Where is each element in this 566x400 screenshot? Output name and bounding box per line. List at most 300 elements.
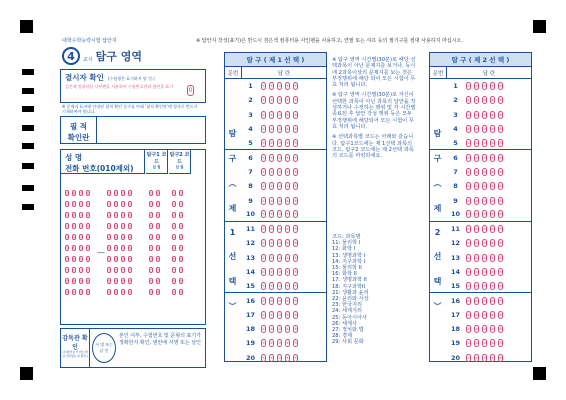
digit-bubble[interactable]: 5 <box>150 246 152 250</box>
digit-bubble[interactable]: 1 <box>108 202 110 206</box>
digit-bubble[interactable]: 2 <box>73 213 75 217</box>
answer-bubble[interactable]: ④ <box>285 227 290 232</box>
answer-bubble[interactable]: ⑤ <box>293 312 298 317</box>
answer-bubble[interactable]: ① <box>261 270 266 274</box>
answer-bubble[interactable]: ① <box>261 140 266 145</box>
answer-bubble[interactable]: ③ <box>277 341 282 346</box>
answer-bubble[interactable]: ④ <box>285 169 290 174</box>
answer-bubble[interactable]: ③ <box>277 312 282 317</box>
answer-bubble[interactable]: ③ <box>482 241 487 246</box>
answer-bubble[interactable]: ② <box>269 270 274 274</box>
answer-bubble[interactable]: ② <box>474 241 479 246</box>
answer-bubble[interactable]: ② <box>474 355 479 360</box>
digit-bubble[interactable]: 1 <box>157 202 159 206</box>
answer-bubble[interactable]: ④ <box>490 169 495 174</box>
digit-bubble[interactable]: 0 <box>66 191 68 195</box>
digit-bubble[interactable]: 7 <box>115 268 117 272</box>
answer-bubble[interactable]: ⑤ <box>498 341 503 346</box>
answer-bubble[interactable]: ① <box>261 341 266 346</box>
answer-bubble[interactable]: ⑤ <box>498 155 503 160</box>
answer-bubble[interactable]: ④ <box>490 127 495 132</box>
answer-bubble[interactable]: ④ <box>285 84 290 89</box>
digit-bubble[interactable]: 6 <box>150 257 152 261</box>
answer-bubble[interactable]: ② <box>269 227 274 232</box>
answer-bubble[interactable]: ⑤ <box>498 84 503 89</box>
answer-bubble[interactable]: ② <box>269 355 274 360</box>
answer-bubble[interactable]: ① <box>466 227 471 232</box>
answer-bubble[interactable]: ② <box>269 140 274 145</box>
digit-bubble[interactable]: 9 <box>80 290 82 294</box>
answer-bubble[interactable]: ③ <box>277 298 282 303</box>
answer-bubble[interactable]: ⑤ <box>498 255 503 260</box>
answer-bubble[interactable]: ① <box>466 327 471 332</box>
answer-bubble[interactable]: ② <box>474 198 479 203</box>
answer-bubble[interactable]: ③ <box>482 127 487 132</box>
digit-bubble[interactable]: 0 <box>87 191 89 195</box>
digit-bubble[interactable]: 8 <box>150 279 152 283</box>
answer-bubble[interactable]: ① <box>261 98 266 103</box>
digit-bubble[interactable]: 9 <box>87 290 89 294</box>
answer-bubble[interactable]: ③ <box>482 112 487 117</box>
answer-bubble[interactable]: ① <box>466 241 471 246</box>
answer-bubble[interactable]: ③ <box>277 112 282 117</box>
answer-bubble[interactable]: ⑤ <box>293 227 298 232</box>
digit-bubble[interactable]: 3 <box>150 224 152 228</box>
digit-bubble[interactable]: 0 <box>73 191 75 195</box>
answer-bubble[interactable]: ① <box>466 84 471 89</box>
answer-bubble[interactable]: ⑤ <box>293 298 298 303</box>
answer-bubble[interactable]: ② <box>474 127 479 132</box>
answer-bubble[interactable]: ② <box>269 341 274 346</box>
answer-bubble[interactable]: ⑤ <box>293 140 298 145</box>
digit-bubble[interactable]: 4 <box>66 235 68 239</box>
answer-bubble[interactable]: ④ <box>285 127 290 132</box>
digit-bubble[interactable]: 9 <box>66 290 68 294</box>
answer-bubble[interactable]: ② <box>474 155 479 160</box>
digit-bubble[interactable]: 1 <box>80 202 82 206</box>
answer-bubble[interactable]: ④ <box>285 112 290 117</box>
answer-bubble[interactable]: ① <box>261 255 266 260</box>
digit-bubble[interactable]: 9 <box>150 290 152 294</box>
answer-bubble[interactable]: ③ <box>277 227 282 232</box>
digit-bubble[interactable]: 8 <box>122 279 124 283</box>
digit-bubble[interactable]: 9 <box>122 290 124 294</box>
answer-bubble[interactable]: ③ <box>482 84 487 89</box>
answer-bubble[interactable]: ① <box>261 84 266 89</box>
answer-bubble[interactable]: ④ <box>285 298 290 303</box>
digit-bubble[interactable]: 2 <box>87 213 89 217</box>
answer-bubble[interactable]: ⑤ <box>293 84 298 89</box>
answer-bubble[interactable]: ③ <box>482 312 487 317</box>
answer-bubble[interactable]: ④ <box>490 255 495 260</box>
answer-bubble[interactable]: ⑤ <box>498 241 503 246</box>
answer-bubble[interactable]: ③ <box>482 227 487 232</box>
answer-bubble[interactable]: ② <box>474 227 479 232</box>
answer-bubble[interactable]: ① <box>261 198 266 203</box>
answer-bubble[interactable]: ① <box>261 184 266 189</box>
answer-bubble[interactable]: ① <box>261 241 266 246</box>
answer-bubble[interactable]: ① <box>466 198 471 203</box>
digit-bubble[interactable]: 4 <box>150 235 152 239</box>
answer-bubble[interactable]: ② <box>474 283 479 288</box>
answer-bubble[interactable]: ① <box>466 270 471 274</box>
digit-bubble[interactable]: 3 <box>157 224 159 228</box>
answer-bubble[interactable]: ② <box>269 283 274 288</box>
answer-bubble[interactable]: ① <box>261 298 266 303</box>
answer-bubble[interactable]: ③ <box>482 212 487 217</box>
answer-bubble[interactable]: ① <box>261 212 266 217</box>
answer-bubble[interactable]: ② <box>474 140 479 145</box>
answer-bubble[interactable]: ③ <box>277 140 282 145</box>
digit-bubble[interactable]: 3 <box>108 224 110 228</box>
answer-bubble[interactable]: ④ <box>285 355 290 360</box>
answer-bubble[interactable]: ⑤ <box>498 327 503 332</box>
answer-bubble[interactable]: ③ <box>482 198 487 203</box>
answer-bubble[interactable]: ② <box>474 255 479 260</box>
answer-bubble[interactable]: ④ <box>285 140 290 145</box>
digit-bubble[interactable]: 1 <box>87 202 89 206</box>
answer-bubble[interactable]: ① <box>466 155 471 160</box>
digit-bubble[interactable]: 2 <box>129 213 131 217</box>
answer-bubble[interactable]: ① <box>466 312 471 317</box>
digit-bubble[interactable]: 7 <box>108 268 110 272</box>
digit-bubble[interactable]: 2 <box>173 213 175 217</box>
answer-bubble[interactable]: ③ <box>482 98 487 103</box>
answer-bubble[interactable]: ⑤ <box>498 184 503 189</box>
answer-bubble[interactable]: ③ <box>277 84 282 89</box>
answer-bubble[interactable]: ① <box>261 355 266 360</box>
answer-bubble[interactable]: ③ <box>482 255 487 260</box>
answer-bubble[interactable]: ② <box>474 270 479 274</box>
digit-bubble[interactable]: 2 <box>122 213 124 217</box>
digit-bubble[interactable]: 6 <box>180 257 182 261</box>
digit-bubble[interactable]: 4 <box>173 235 175 239</box>
answer-bubble[interactable]: ④ <box>490 140 495 145</box>
answer-bubble[interactable]: ③ <box>482 169 487 174</box>
digit-bubble[interactable]: 6 <box>73 257 75 261</box>
digit-bubble[interactable]: 9 <box>129 290 131 294</box>
answer-bubble[interactable]: ④ <box>490 198 495 203</box>
answer-bubble[interactable]: ④ <box>490 341 495 346</box>
answer-bubble[interactable]: ③ <box>277 127 282 132</box>
digit-bubble[interactable]: 1 <box>129 202 131 206</box>
digit-bubble[interactable]: 8 <box>129 279 131 283</box>
digit-bubble[interactable]: 2 <box>66 213 68 217</box>
answer-bubble[interactable]: ② <box>474 169 479 174</box>
digit-bubble[interactable]: 7 <box>150 268 152 272</box>
answer-bubble[interactable]: ④ <box>490 241 495 246</box>
digit-bubble[interactable]: 5 <box>66 246 68 250</box>
answer-bubble[interactable]: ① <box>261 283 266 288</box>
answer-bubble[interactable]: ② <box>269 198 274 203</box>
answer-bubble[interactable]: ⑤ <box>293 355 298 360</box>
answer-bubble[interactable]: ③ <box>482 298 487 303</box>
answer-bubble[interactable]: ④ <box>490 98 495 103</box>
answer-bubble[interactable]: ③ <box>482 270 487 274</box>
answer-bubble[interactable]: ② <box>474 98 479 103</box>
answer-bubble[interactable]: ③ <box>277 241 282 246</box>
answer-bubble[interactable]: ③ <box>277 155 282 160</box>
digit-bubble[interactable]: 2 <box>80 213 82 217</box>
answer-bubble[interactable]: ⑤ <box>293 112 298 117</box>
answer-bubble[interactable]: ① <box>466 184 471 189</box>
digit-bubble[interactable]: 8 <box>73 279 75 283</box>
answer-bubble[interactable]: ⑤ <box>293 241 298 246</box>
answer-bubble[interactable]: ⑤ <box>293 127 298 132</box>
digit-bubble[interactable]: 8 <box>80 279 82 283</box>
answer-bubble[interactable]: ④ <box>490 283 495 288</box>
digit-bubble[interactable]: 8 <box>66 279 68 283</box>
digit-bubble[interactable]: 5 <box>108 246 110 250</box>
digit-bubble[interactable]: 7 <box>87 268 89 272</box>
answer-bubble[interactable]: ⑤ <box>498 227 503 232</box>
digit-bubble[interactable]: 7 <box>73 268 75 272</box>
answer-bubble[interactable]: ⑤ <box>498 98 503 103</box>
digit-bubble[interactable]: 3 <box>87 224 89 228</box>
answer-bubble[interactable]: ① <box>466 98 471 103</box>
answer-bubble[interactable]: ① <box>466 169 471 174</box>
digit-bubble[interactable]: 5 <box>122 246 124 250</box>
answer-bubble[interactable]: ⑤ <box>293 198 298 203</box>
answer-bubble[interactable]: ③ <box>277 184 282 189</box>
answer-bubble[interactable]: ⑤ <box>498 312 503 317</box>
digit-bubble[interactable]: 6 <box>87 257 89 261</box>
digit-bubble[interactable]: 6 <box>108 257 110 261</box>
answer-bubble[interactable]: ④ <box>285 312 290 317</box>
answer-bubble[interactable]: ① <box>261 155 266 160</box>
answer-bubble[interactable]: ② <box>269 155 274 160</box>
digit-bubble[interactable]: 1 <box>115 202 117 206</box>
answer-bubble[interactable]: ⑤ <box>498 212 503 217</box>
digit-bubble[interactable]: 0 <box>157 191 159 195</box>
answer-bubble[interactable]: ⑤ <box>293 169 298 174</box>
answer-bubble[interactable]: ① <box>261 169 266 174</box>
digit-bubble[interactable]: 6 <box>66 257 68 261</box>
answer-bubble[interactable]: ① <box>261 112 266 117</box>
digit-bubble[interactable]: 0 <box>180 191 182 195</box>
answer-bubble[interactable]: ② <box>474 184 479 189</box>
answer-bubble[interactable]: ② <box>269 212 274 217</box>
digit-bubble[interactable]: 3 <box>73 224 75 228</box>
digit-bubble[interactable]: 3 <box>173 224 175 228</box>
answer-bubble[interactable]: ① <box>466 140 471 145</box>
digit-bubble[interactable]: 3 <box>66 224 68 228</box>
answer-bubble[interactable]: ④ <box>490 112 495 117</box>
digit-bubble[interactable]: 1 <box>180 202 182 206</box>
answer-bubble[interactable]: ④ <box>285 341 290 346</box>
answer-bubble[interactable]: ① <box>466 112 471 117</box>
answer-bubble[interactable]: ④ <box>490 184 495 189</box>
answer-bubble[interactable]: ② <box>474 112 479 117</box>
digit-bubble[interactable]: 5 <box>129 246 131 250</box>
digit-bubble[interactable]: 8 <box>180 279 182 283</box>
answer-bubble[interactable]: ⑤ <box>293 212 298 217</box>
answer-bubble[interactable]: ⑤ <box>498 283 503 288</box>
answer-bubble[interactable]: ① <box>466 283 471 288</box>
digit-bubble[interactable]: 0 <box>173 191 175 195</box>
digit-bubble[interactable]: 0 <box>108 191 110 195</box>
answer-bubble[interactable]: ③ <box>277 327 282 332</box>
digit-bubble[interactable]: 9 <box>73 290 75 294</box>
answer-bubble[interactable]: ⑤ <box>293 255 298 260</box>
answer-bubble[interactable]: ⑤ <box>293 341 298 346</box>
answer-bubble[interactable]: ② <box>269 241 274 246</box>
answer-bubble[interactable]: ② <box>269 169 274 174</box>
handwriting-box[interactable] <box>60 116 206 144</box>
digit-bubble[interactable]: 5 <box>157 246 159 250</box>
answer-bubble[interactable]: ① <box>466 212 471 217</box>
digit-bubble[interactable]: 4 <box>129 235 131 239</box>
answer-bubble[interactable]: ② <box>474 212 479 217</box>
answer-bubble[interactable]: ③ <box>277 255 282 260</box>
answer-bubble[interactable]: ② <box>269 112 274 117</box>
digit-bubble[interactable]: 5 <box>80 246 82 250</box>
answer-bubble[interactable]: ① <box>261 327 266 332</box>
answer-bubble[interactable]: ⑤ <box>498 198 503 203</box>
digit-bubble[interactable]: 2 <box>108 213 110 217</box>
answer-bubble[interactable]: ① <box>261 127 266 132</box>
answer-bubble[interactable]: ④ <box>490 270 495 274</box>
answer-bubble[interactable]: ② <box>474 312 479 317</box>
digit-bubble[interactable]: 4 <box>73 235 75 239</box>
answer-bubble[interactable]: ① <box>466 355 471 360</box>
digit-bubble[interactable]: 9 <box>173 290 175 294</box>
digit-bubble[interactable]: 2 <box>115 213 117 217</box>
digit-bubble[interactable]: 7 <box>157 268 159 272</box>
answer-bubble[interactable]: ④ <box>285 184 290 189</box>
answer-bubble[interactable]: ② <box>269 84 274 89</box>
answer-bubble[interactable]: ⑤ <box>293 184 298 189</box>
digit-bubble[interactable]: 0 <box>115 191 117 195</box>
digit-bubble[interactable]: 1 <box>122 202 124 206</box>
digit-bubble[interactable]: 2 <box>157 213 159 217</box>
answer-bubble[interactable]: ⑤ <box>293 98 298 103</box>
answer-bubble[interactable]: ⑤ <box>293 155 298 160</box>
answer-bubble[interactable]: ⑤ <box>498 127 503 132</box>
answer-bubble[interactable]: ③ <box>482 140 487 145</box>
digit-bubble[interactable]: 9 <box>157 290 159 294</box>
answer-bubble[interactable]: ④ <box>490 355 495 360</box>
answer-bubble[interactable]: ③ <box>482 355 487 360</box>
digit-bubble[interactable]: 3 <box>80 224 82 228</box>
answer-bubble[interactable]: ② <box>474 298 479 303</box>
digit-bubble[interactable]: 6 <box>173 257 175 261</box>
answer-bubble[interactable]: ④ <box>285 270 290 274</box>
answer-bubble[interactable]: ⑤ <box>293 270 298 274</box>
answer-bubble[interactable]: ② <box>269 127 274 132</box>
digit-bubble[interactable]: 4 <box>108 235 110 239</box>
digit-bubble[interactable]: 5 <box>115 246 117 250</box>
digit-bubble[interactable]: 7 <box>129 268 131 272</box>
answer-bubble[interactable]: ④ <box>285 241 290 246</box>
answer-bubble[interactable]: ① <box>261 312 266 317</box>
answer-bubble[interactable]: ④ <box>490 84 495 89</box>
digit-bubble[interactable]: 3 <box>122 224 124 228</box>
answer-bubble[interactable]: ④ <box>490 327 495 332</box>
answer-bubble[interactable]: ④ <box>285 283 290 288</box>
answer-bubble[interactable]: ④ <box>490 155 495 160</box>
answer-bubble[interactable]: ② <box>269 184 274 189</box>
answer-bubble[interactable]: ④ <box>490 212 495 217</box>
digit-bubble[interactable]: 2 <box>180 213 182 217</box>
digit-bubble[interactable]: 5 <box>73 246 75 250</box>
answer-bubble[interactable]: ③ <box>482 341 487 346</box>
answer-bubble[interactable]: ② <box>474 341 479 346</box>
answer-bubble[interactable]: ② <box>474 327 479 332</box>
digit-bubble[interactable]: 4 <box>122 235 124 239</box>
answer-bubble[interactable]: ③ <box>277 169 282 174</box>
answer-bubble[interactable]: ⑤ <box>498 169 503 174</box>
digit-bubble[interactable]: 2 <box>150 213 152 217</box>
digit-bubble[interactable]: 5 <box>180 246 182 250</box>
answer-bubble[interactable]: ③ <box>277 198 282 203</box>
answer-bubble[interactable]: ⑤ <box>498 355 503 360</box>
digit-bubble[interactable]: 3 <box>129 224 131 228</box>
supervisor-sign[interactable]: 서 명 또는 날 인 <box>92 333 116 363</box>
absence-bubble[interactable]: 0 <box>188 87 193 94</box>
digit-bubble[interactable]: 7 <box>122 268 124 272</box>
answer-bubble[interactable]: ② <box>269 312 274 317</box>
digit-bubble[interactable]: 4 <box>115 235 117 239</box>
digit-bubble[interactable]: 8 <box>87 279 89 283</box>
answer-bubble[interactable]: ③ <box>482 327 487 332</box>
answer-bubble[interactable]: ④ <box>285 255 290 260</box>
answer-bubble[interactable]: ⑤ <box>498 298 503 303</box>
digit-bubble[interactable]: 5 <box>87 246 89 250</box>
digit-bubble[interactable]: 4 <box>180 235 182 239</box>
digit-bubble[interactable]: 8 <box>108 279 110 283</box>
digit-bubble[interactable]: 5 <box>173 246 175 250</box>
answer-bubble[interactable]: ③ <box>482 184 487 189</box>
digit-bubble[interactable]: 0 <box>122 191 124 195</box>
answer-bubble[interactable]: ④ <box>285 327 290 332</box>
answer-bubble[interactable]: ③ <box>277 355 282 360</box>
answer-bubble[interactable]: ② <box>474 84 479 89</box>
digit-bubble[interactable]: 1 <box>173 202 175 206</box>
digit-bubble[interactable]: 6 <box>122 257 124 261</box>
digit-bubble[interactable]: 8 <box>115 279 117 283</box>
digit-bubble[interactable]: 9 <box>115 290 117 294</box>
answer-bubble[interactable]: ④ <box>490 298 495 303</box>
digit-bubble[interactable]: 7 <box>66 268 68 272</box>
digit-bubble[interactable]: 6 <box>157 257 159 261</box>
digit-bubble[interactable]: 0 <box>129 191 131 195</box>
digit-bubble[interactable]: 7 <box>80 268 82 272</box>
digit-bubble[interactable]: 4 <box>80 235 82 239</box>
answer-bubble[interactable]: ③ <box>277 212 282 217</box>
answer-bubble[interactable]: ④ <box>490 312 495 317</box>
answer-bubble[interactable]: ② <box>269 298 274 303</box>
digit-bubble[interactable]: 0 <box>80 191 82 195</box>
answer-bubble[interactable]: ④ <box>285 155 290 160</box>
answer-bubble[interactable]: ① <box>466 255 471 260</box>
answer-bubble[interactable]: ③ <box>277 270 282 274</box>
answer-bubble[interactable]: ① <box>261 227 266 232</box>
digit-bubble[interactable]: 7 <box>173 268 175 272</box>
answer-bubble[interactable]: ⑤ <box>498 112 503 117</box>
digit-bubble[interactable]: 9 <box>108 290 110 294</box>
digit-bubble[interactable]: 1 <box>73 202 75 206</box>
digit-bubble[interactable]: 1 <box>150 202 152 206</box>
digit-bubble[interactable]: 4 <box>87 235 89 239</box>
answer-bubble[interactable]: ⑤ <box>498 140 503 145</box>
digit-bubble[interactable]: 7 <box>180 268 182 272</box>
digit-bubble[interactable]: 9 <box>180 290 182 294</box>
answer-bubble[interactable]: ③ <box>277 283 282 288</box>
answer-bubble[interactable]: ③ <box>482 155 487 160</box>
answer-bubble[interactable]: ④ <box>490 227 495 232</box>
digit-bubble[interactable]: 8 <box>173 279 175 283</box>
